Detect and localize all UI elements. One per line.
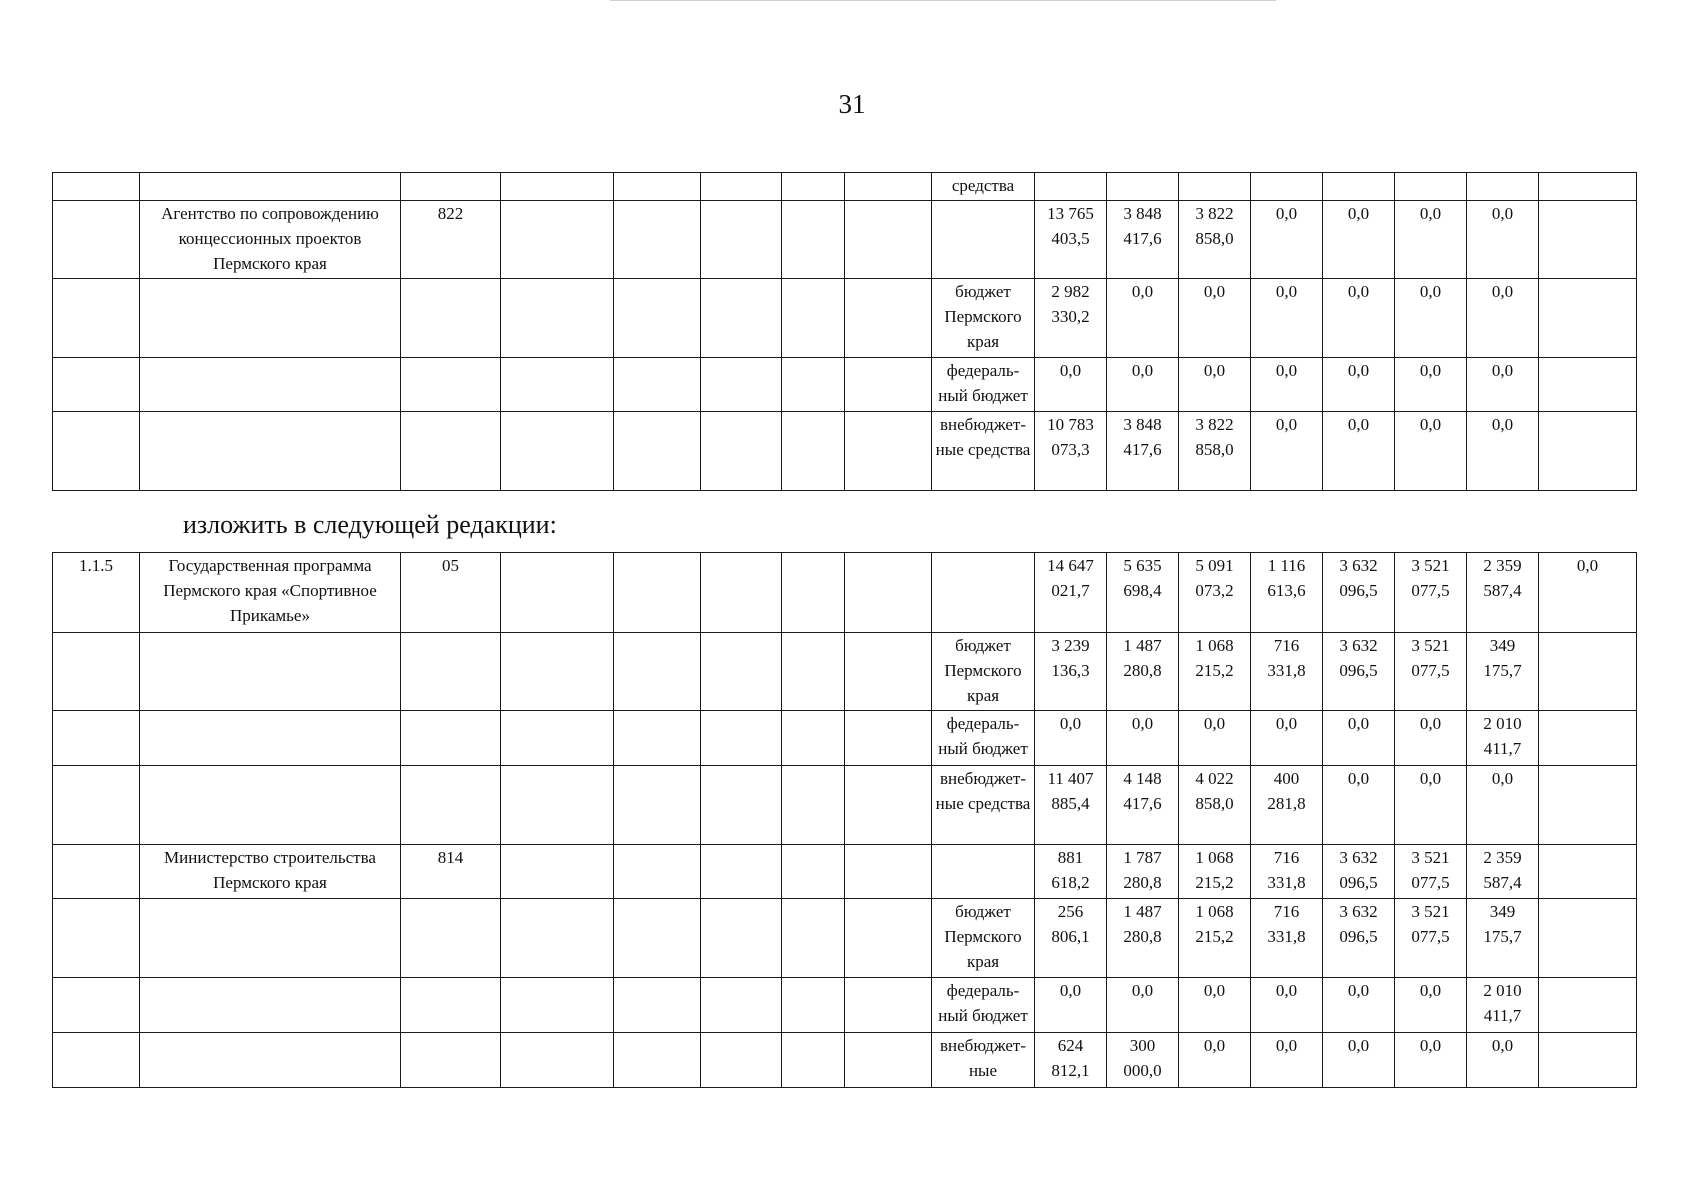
program-name-cell: [140, 633, 401, 711]
blank-cell: [701, 899, 782, 978]
amount-cell: 0,0: [1107, 279, 1179, 358]
amount-cell: 0,0: [1323, 711, 1395, 766]
blank-cell: [614, 978, 701, 1033]
amount-cell-last: [1539, 845, 1637, 899]
funding-source-cell: федераль-ный бюджет: [932, 711, 1035, 766]
funding-source-cell: федераль-ный бюджет: [932, 978, 1035, 1033]
blank-cell: [501, 358, 614, 412]
row-number-cell: [53, 978, 140, 1033]
amount-cell: 3 632 096,5: [1323, 553, 1395, 633]
amount-cell-last: [1539, 766, 1637, 845]
blank-cell: [782, 899, 845, 978]
blank-cell: [782, 711, 845, 766]
amount-cell: 1 068 215,2: [1179, 899, 1251, 978]
amount-cell: 1 787 280,8: [1107, 845, 1179, 899]
amount-cell-last: [1539, 899, 1637, 978]
funding-source-cell: внебюджет-ные: [932, 1033, 1035, 1088]
funding-source-cell: бюджет Пермского края: [932, 279, 1035, 358]
amount-cell: 716 331,8: [1251, 899, 1323, 978]
row-number-cell: [53, 201, 140, 279]
amount-cell: 0,0: [1107, 978, 1179, 1033]
amount-cell-last: [1539, 173, 1637, 201]
amount-cell: 3 822 858,0: [1179, 201, 1251, 279]
row-number-cell: [53, 1033, 140, 1088]
funding-source-cell: бюджет Пермского края: [932, 899, 1035, 978]
funding-source-cell: средства: [932, 173, 1035, 201]
code-cell: [401, 412, 501, 491]
amount-cell: 716 331,8: [1251, 845, 1323, 899]
amount-cell: 0,0: [1179, 279, 1251, 358]
funding-source-cell: [932, 553, 1035, 633]
scan-edge-line: [610, 0, 1276, 1]
amount-cell: 256 806,1: [1035, 899, 1107, 978]
blank-cell: [701, 358, 782, 412]
amount-cell: 0,0: [1467, 766, 1539, 845]
blank-cell: [614, 899, 701, 978]
amount-cell: 0,0: [1467, 201, 1539, 279]
table-row: [53, 358, 1637, 412]
table-row: [53, 173, 1637, 201]
amount-cell: 5 635 698,4: [1107, 553, 1179, 633]
program-name-cell: [140, 899, 401, 978]
code-cell: [401, 711, 501, 766]
blank-cell: [501, 553, 614, 633]
blank-cell: [701, 412, 782, 491]
blank-cell: [701, 279, 782, 358]
amount-cell: 0,0: [1395, 978, 1467, 1033]
table-row: [53, 766, 1637, 845]
amount-cell: 3 848 417,6: [1107, 201, 1179, 279]
amount-cell: 1 116 613,6: [1251, 553, 1323, 633]
table-row: [53, 899, 1637, 978]
budget-table-top: [52, 172, 1637, 491]
amount-cell-last: 0,0: [1539, 553, 1637, 633]
blank-cell: [845, 279, 932, 358]
row-number-cell: [53, 358, 140, 412]
amount-cell: [1179, 173, 1251, 201]
blank-cell: [501, 173, 614, 201]
program-name-cell: [140, 766, 401, 845]
blank-cell: [501, 711, 614, 766]
amount-cell: 2 982 330,2: [1035, 279, 1107, 358]
program-name-cell: [140, 1033, 401, 1088]
amount-cell-last: [1539, 201, 1637, 279]
amount-cell: 0,0: [1179, 358, 1251, 412]
amount-cell: [1107, 173, 1179, 201]
blank-cell: [782, 358, 845, 412]
program-name-cell: [140, 978, 401, 1033]
amount-cell: [1251, 173, 1323, 201]
program-name-cell: Агентство по сопровождению концессионных проектов Пермского края: [140, 201, 401, 279]
amount-cell: 881 618,2: [1035, 845, 1107, 899]
amount-cell: 0,0: [1251, 1033, 1323, 1088]
amount-cell: 0,0: [1395, 201, 1467, 279]
amount-cell-last: [1539, 1033, 1637, 1088]
amount-cell: 0,0: [1323, 279, 1395, 358]
blank-cell: [501, 766, 614, 845]
blank-cell: [501, 633, 614, 711]
program-name-cell: [140, 711, 401, 766]
table-row: [53, 711, 1637, 766]
amount-cell-last: [1539, 633, 1637, 711]
row-number-cell: [53, 711, 140, 766]
amount-cell: 11 407 885,4: [1035, 766, 1107, 845]
blank-cell: [501, 845, 614, 899]
amount-cell: 14 647 021,7: [1035, 553, 1107, 633]
amount-cell: 5 091 073,2: [1179, 553, 1251, 633]
blank-cell: [845, 1033, 932, 1088]
amount-cell: 0,0: [1395, 1033, 1467, 1088]
amount-cell: 0,0: [1035, 358, 1107, 412]
funding-source-cell: федераль-ный бюджет: [932, 358, 1035, 412]
blank-cell: [614, 553, 701, 633]
row-number-cell: [53, 279, 140, 358]
amount-cell: [1323, 173, 1395, 201]
blank-cell: [614, 633, 701, 711]
amount-cell: 1 068 215,2: [1179, 845, 1251, 899]
amount-cell: 3 521 077,5: [1395, 845, 1467, 899]
code-cell: [401, 1033, 501, 1088]
blank-cell: [845, 173, 932, 201]
blank-cell: [782, 1033, 845, 1088]
amount-cell: 0,0: [1323, 358, 1395, 412]
amount-cell: 0,0: [1323, 1033, 1395, 1088]
amount-cell: 349 175,7: [1467, 633, 1539, 711]
code-cell: 05: [401, 553, 501, 633]
amount-cell: 3 848 417,6: [1107, 412, 1179, 491]
program-name-cell: [140, 173, 401, 201]
code-cell: [401, 279, 501, 358]
blank-cell: [782, 201, 845, 279]
amount-cell: 0,0: [1251, 711, 1323, 766]
blank-cell: [782, 279, 845, 358]
table-row: [53, 978, 1637, 1033]
amount-cell: 1 487 280,8: [1107, 899, 1179, 978]
blank-cell: [501, 1033, 614, 1088]
amount-cell: 0,0: [1467, 279, 1539, 358]
amount-cell: 0,0: [1395, 711, 1467, 766]
code-cell: [401, 766, 501, 845]
blank-cell: [845, 978, 932, 1033]
blank-cell: [701, 845, 782, 899]
funding-source-cell: бюджет Пермского края: [932, 633, 1035, 711]
amount-cell: 4 148 417,6: [1107, 766, 1179, 845]
blank-cell: [845, 899, 932, 978]
amount-cell: 3 632 096,5: [1323, 899, 1395, 978]
table-row: [53, 201, 1637, 279]
amount-cell: 0,0: [1395, 358, 1467, 412]
amount-cell: 0,0: [1251, 412, 1323, 491]
blank-cell: [614, 766, 701, 845]
blank-cell: [501, 899, 614, 978]
amount-cell: 2 010 411,7: [1467, 978, 1539, 1033]
table-row: [53, 553, 1637, 633]
amount-cell: 2 359 587,4: [1467, 845, 1539, 899]
amount-cell: 0,0: [1323, 201, 1395, 279]
amount-cell: 0,0: [1323, 412, 1395, 491]
funding-source-cell: внебюджет-ные средства: [932, 412, 1035, 491]
amount-cell: 0,0: [1251, 201, 1323, 279]
amount-cell: 3 521 077,5: [1395, 633, 1467, 711]
amount-cell: 400 281,8: [1251, 766, 1323, 845]
budget-table-bottom: [52, 552, 1637, 1088]
blank-cell: [782, 633, 845, 711]
row-number-cell: [53, 899, 140, 978]
funding-source-cell: [932, 201, 1035, 279]
blank-cell: [701, 766, 782, 845]
blank-cell: [845, 845, 932, 899]
amount-cell: 0,0: [1035, 711, 1107, 766]
blank-cell: [845, 201, 932, 279]
row-number-cell: [53, 173, 140, 201]
blank-cell: [614, 173, 701, 201]
amount-cell: 0,0: [1467, 1033, 1539, 1088]
blank-cell: [782, 553, 845, 633]
amount-cell: 0,0: [1107, 711, 1179, 766]
row-number-cell: [53, 412, 140, 491]
amount-cell: 13 765 403,5: [1035, 201, 1107, 279]
amount-cell: 1 487 280,8: [1107, 633, 1179, 711]
row-number-cell: 1.1.5: [53, 553, 140, 633]
blank-cell: [782, 978, 845, 1033]
program-name-cell: [140, 412, 401, 491]
program-name-cell: [140, 358, 401, 412]
amount-cell: 2 359 587,4: [1467, 553, 1539, 633]
blank-cell: [782, 173, 845, 201]
row-number-cell: [53, 766, 140, 845]
amount-cell: 0,0: [1107, 358, 1179, 412]
row-number-cell: [53, 633, 140, 711]
amount-cell: 3 521 077,5: [1395, 899, 1467, 978]
amount-cell: 0,0: [1395, 412, 1467, 491]
amount-cell: 0,0: [1323, 978, 1395, 1033]
amount-cell: 4 022 858,0: [1179, 766, 1251, 845]
blank-cell: [701, 978, 782, 1033]
amount-cell-last: [1539, 978, 1637, 1033]
blank-cell: [614, 358, 701, 412]
table-row: [53, 279, 1637, 358]
blank-cell: [614, 711, 701, 766]
code-cell: [401, 978, 501, 1033]
table-row: [53, 1033, 1637, 1088]
amount-cell: 3 632 096,5: [1323, 633, 1395, 711]
amount-cell: [1395, 173, 1467, 201]
code-cell: [401, 173, 501, 201]
row-number-cell: [53, 845, 140, 899]
amount-cell: 0,0: [1467, 412, 1539, 491]
blank-cell: [501, 201, 614, 279]
amount-cell: 0,0: [1179, 711, 1251, 766]
funding-source-cell: [932, 845, 1035, 899]
program-name-cell: Министерство строительства Пермского края: [140, 845, 401, 899]
amount-cell: 624 812,1: [1035, 1033, 1107, 1088]
amount-cell: 1 068 215,2: [1179, 633, 1251, 711]
code-cell: 822: [401, 201, 501, 279]
page-number: 31: [838, 89, 866, 119]
code-cell: 814: [401, 845, 501, 899]
program-name-cell: Государственная программа Пермского края «Спортивное Прикамье»: [140, 553, 401, 633]
blank-cell: [501, 412, 614, 491]
amount-cell: 0,0: [1035, 978, 1107, 1033]
code-cell: [401, 633, 501, 711]
blank-cell: [701, 633, 782, 711]
amount-cell: 0,0: [1251, 978, 1323, 1033]
blank-cell: [614, 201, 701, 279]
blank-cell: [614, 412, 701, 491]
blank-cell: [845, 358, 932, 412]
amount-cell: 3 239 136,3: [1035, 633, 1107, 711]
amount-cell: 0,0: [1251, 279, 1323, 358]
funding-source-cell: внебюджет-ные средства: [932, 766, 1035, 845]
amount-cell: 0,0: [1179, 1033, 1251, 1088]
table-row: [53, 412, 1637, 491]
amount-cell: 0,0: [1395, 279, 1467, 358]
amount-cell: 3 632 096,5: [1323, 845, 1395, 899]
blank-cell: [614, 1033, 701, 1088]
blank-cell: [782, 412, 845, 491]
amount-cell: 3 822 858,0: [1179, 412, 1251, 491]
amount-cell: 0,0: [1467, 358, 1539, 412]
blank-cell: [845, 412, 932, 491]
blank-cell: [701, 201, 782, 279]
blank-cell: [782, 845, 845, 899]
code-cell: [401, 899, 501, 978]
blank-cell: [845, 553, 932, 633]
amount-cell: 716 331,8: [1251, 633, 1323, 711]
blank-cell: [614, 279, 701, 358]
blank-cell: [501, 978, 614, 1033]
amount-cell: 0,0: [1323, 766, 1395, 845]
amount-cell: 10 783 073,3: [1035, 412, 1107, 491]
amount-cell-last: [1539, 412, 1637, 491]
blank-cell: [701, 1033, 782, 1088]
amendment-phrase: изложить в следующей редакции:: [183, 510, 557, 539]
amount-cell: 3 521 077,5: [1395, 553, 1467, 633]
table-row: [53, 633, 1637, 711]
amount-cell-last: [1539, 358, 1637, 412]
amount-cell: 2 010 411,7: [1467, 711, 1539, 766]
blank-cell: [845, 633, 932, 711]
table-row: [53, 845, 1637, 899]
blank-cell: [701, 173, 782, 201]
amount-cell: 0,0: [1395, 766, 1467, 845]
blank-cell: [782, 766, 845, 845]
blank-cell: [845, 711, 932, 766]
amount-cell-last: [1539, 711, 1637, 766]
amount-cell: 0,0: [1179, 978, 1251, 1033]
blank-cell: [701, 711, 782, 766]
blank-cell: [501, 279, 614, 358]
program-name-cell: [140, 279, 401, 358]
amount-cell: [1035, 173, 1107, 201]
amount-cell: 300 000,0: [1107, 1033, 1179, 1088]
amount-cell-last: [1539, 279, 1637, 358]
blank-cell: [614, 845, 701, 899]
blank-cell: [701, 553, 782, 633]
code-cell: [401, 358, 501, 412]
blank-cell: [845, 766, 932, 845]
amount-cell: 0,0: [1251, 358, 1323, 412]
amount-cell: [1467, 173, 1539, 201]
amount-cell: 349 175,7: [1467, 899, 1539, 978]
